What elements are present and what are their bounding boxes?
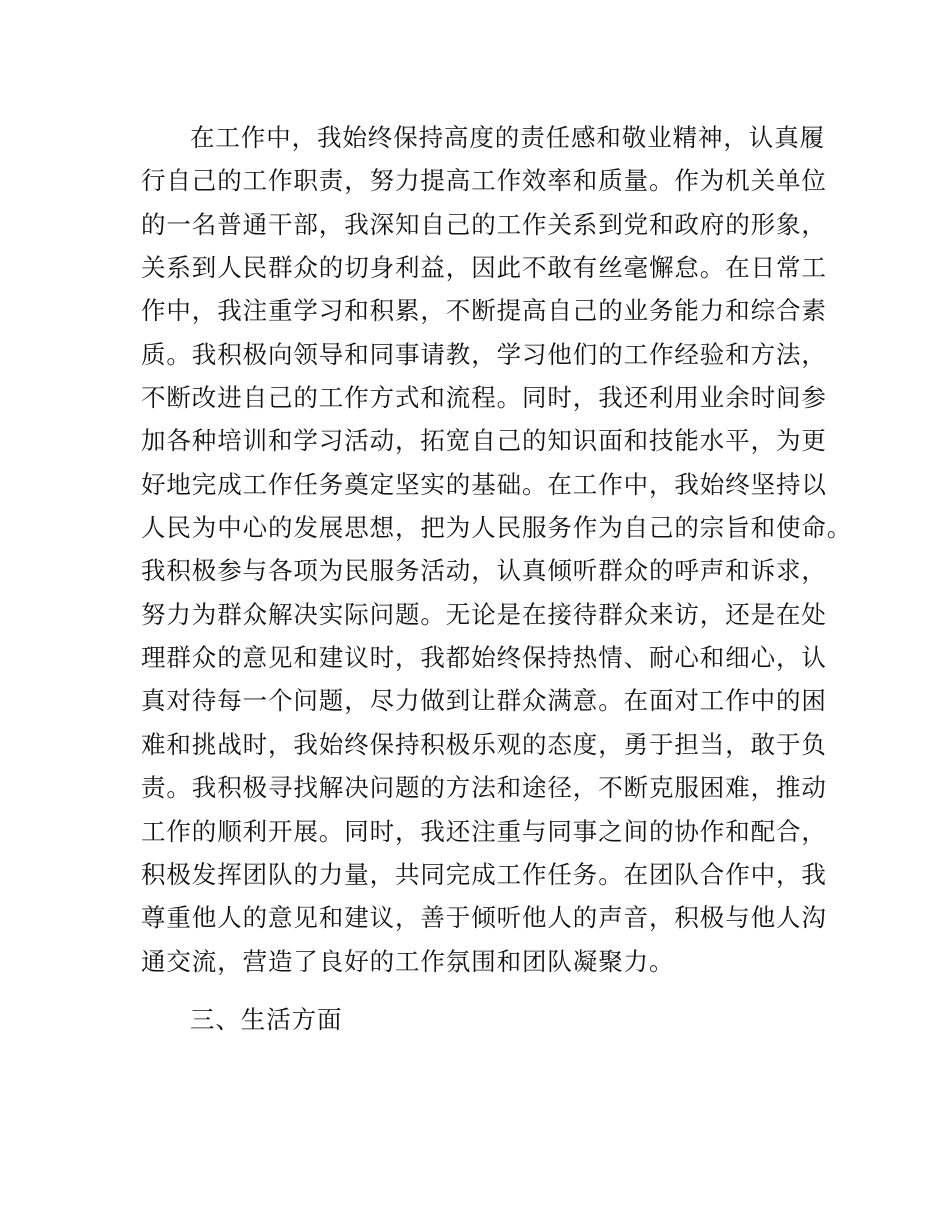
paragraph-line: 人民为中心的发展思想，把为人民服务作为自己的宗旨和使命。 [141,513,853,543]
paragraph-line: 作中，我注重学习和积累，不断提高自己的业务能力和综合素 [141,296,827,326]
paragraph-line: 加各种培训和学习活动，拓宽自己的知识面和技能水平，为更 [141,426,827,456]
paragraph-line: 我积极参与各项为民服务活动，认真倾听群众的呼声和诉求， [141,556,827,586]
paragraph-line: 工作的顺利开展。同时，我还注重与同事之间的协作和配合， [141,816,827,846]
paragraph-line: 真对待每一个问题，尽力做到让群众满意。在面对工作中的困 [141,686,827,716]
section-heading: 三、生活方面 [190,1005,343,1034]
paragraph-line: 不断改进自己的工作方式和流程。同时，我还利用业余时间参 [141,383,827,413]
body-paragraph [141,116,853,983]
paragraph-line: 质。我积极向领导和同事请教，学习他们的工作经验和方法， [141,339,827,369]
paragraph-line: 的一名普通干部，我深知自己的工作关系到党和政府的形象， [141,209,827,239]
paragraph-line: 努力为群众解决实际问题。无论是在接待群众来访，还是在处 [141,599,827,629]
paragraph-line: 好地完成工作任务奠定坚实的基础。在工作中，我始终坚持以 [141,469,827,499]
paragraph-line: 在工作中，我始终保持高度的责任感和敬业精神，认真履 [190,123,825,152]
paragraph-line: 行自己的工作职责，努力提高工作效率和质量。作为机关单位 [141,166,827,196]
paragraph-line: 关系到人民群众的切身利益，因此不敢有丝毫懈怠。在日常工 [141,253,827,283]
paragraph-line: 通交流，营造了良好的工作氛围和团队凝聚力。 [141,946,675,976]
paragraph-line: 理群众的意见和建议时，我都始终保持热情、耐心和细心，认 [141,643,827,673]
paragraph-line: 责。我积极寻找解决问题的方法和途径，不断克服困难，推动 [141,773,827,803]
paragraph-line: 积极发挥团队的力量，共同完成工作任务。在团队合作中，我 [141,859,827,889]
paragraph-line: 难和挑战时，我始终保持积极乐观的态度，勇于担当，敢于负 [141,729,827,759]
paragraph-line: 尊重他人的意见和建议，善于倾听他人的声音，积极与他人沟 [141,903,827,933]
